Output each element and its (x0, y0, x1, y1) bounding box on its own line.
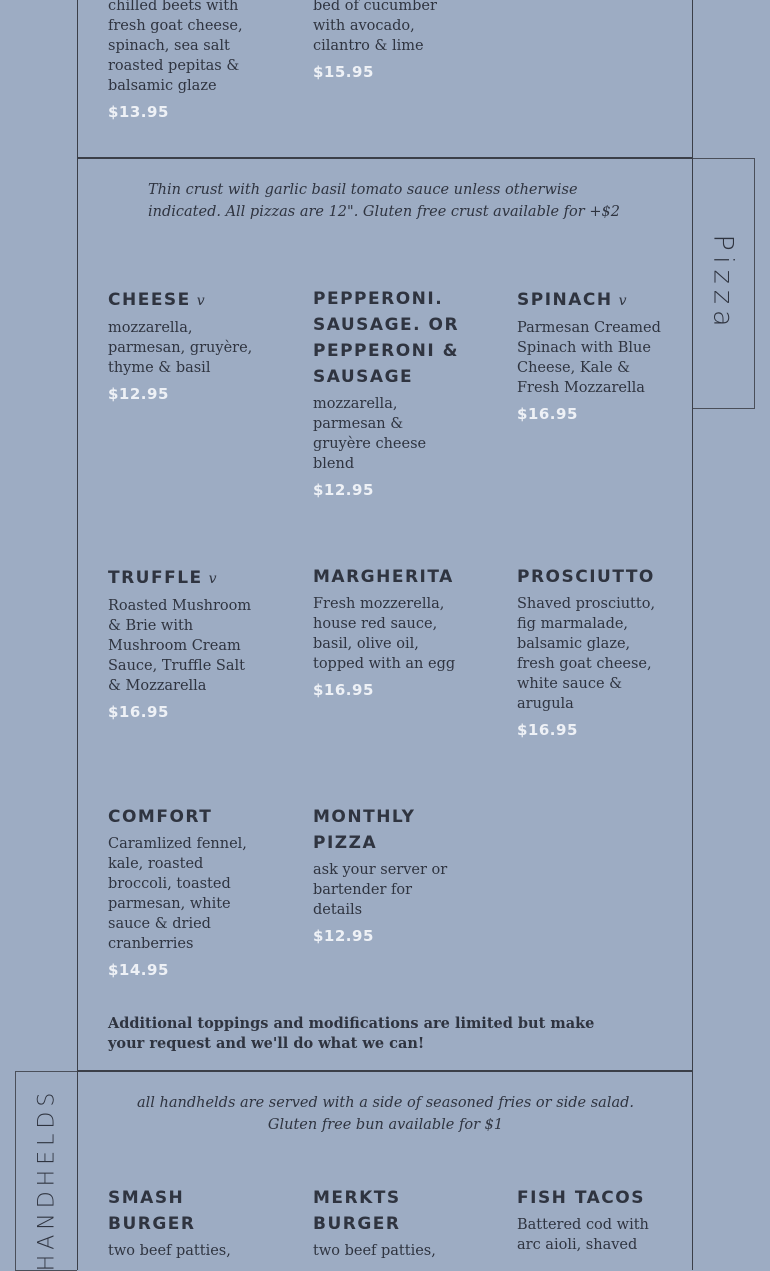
item-price: $16.95 (517, 721, 578, 739)
menu-item-pepperoni-sausage (313, 286, 463, 499)
item-description: ask your server or bartender for details (313, 862, 448, 918)
item-price: $13.95 (108, 103, 169, 121)
item-description: Parmesan Creamed Spinach with Blue Cheese, Kale & Fresh Mozzarella (517, 320, 661, 396)
menu-item-salad-beets (108, 0, 258, 121)
vegetarian-mark: v (196, 293, 205, 309)
menu-item-smash-burger (108, 1185, 258, 1261)
item-price: $12.95 (313, 927, 374, 945)
item-price: $16.95 (517, 405, 578, 423)
item-description: two beef patties, (108, 1243, 231, 1259)
vegetarian-mark: v (618, 293, 627, 309)
pizza-footnote: Additional toppings and modifications are limited but make your request and we'll do what we can! (108, 1015, 595, 1052)
item-name: PEPPERONI. SAUSAGE. OR PEPPERONI & SAUSAGE (313, 289, 460, 387)
menu-item-salad-cucumber (313, 0, 463, 81)
menu-item-comfort (108, 804, 258, 979)
item-name: MONTHLY PIZZA (313, 807, 416, 853)
item-description: bed of cucumber with avocado, cilantro & lime (313, 0, 437, 54)
item-price: $14.95 (108, 961, 169, 979)
pizza-note: Thin crust with garlic basil tomato sauce unless otherwise indicated. All pizzas are 12". Gluten free crust available for +$2 (148, 182, 620, 220)
menu-item-cheese (108, 287, 258, 403)
handhelds-section-tab (15, 1071, 77, 1271)
menu-item-monthly-pizza (313, 804, 453, 945)
menu-item-margherita (313, 564, 463, 699)
handhelds-note-line-1: all handhelds are served with a side of seasoned fries or side salad. (136, 1095, 635, 1111)
item-price: $16.95 (108, 703, 169, 721)
item-description: Caramlized fennel, kale, roasted broccoli, toasted parmesan, white sauce & dried cranberries (108, 836, 247, 952)
handhelds-note (108, 1092, 663, 1136)
item-name: SPINACH v (517, 290, 627, 310)
item-name: CHEESE v (108, 290, 205, 310)
item-description: Battered cod with arc aioli, shaved (517, 1217, 649, 1253)
item-price: $15.95 (313, 63, 374, 81)
item-price: $16.95 (313, 681, 374, 699)
pizza-section-tab (693, 158, 755, 409)
section-title: Pizza (708, 234, 739, 333)
menu-item-spinach (517, 287, 667, 423)
handhelds-note-line-2: Gluten free bun available for $1 (267, 1117, 504, 1133)
menu-item-truffle (108, 565, 258, 721)
item-name: PROSCIUTTO (517, 567, 655, 587)
item-description: Roasted Mushroom & Brie with Mushroom Cream Sauce, Truffle Salt & Mozzarella (108, 598, 252, 694)
menu-item-fish-tacos (517, 1185, 667, 1255)
menu-item-prosciutto (517, 564, 667, 739)
item-name: FISH TACOS (517, 1188, 645, 1208)
item-description: Shaved prosciutto, fig marmalade, balsamic glaze, fresh goat cheese, white sauce & arugula (517, 596, 656, 712)
section-title: HANDHELDS (34, 1087, 60, 1271)
item-name: TRUFFLE v (108, 568, 217, 588)
item-description: two beef patties, (313, 1243, 436, 1259)
item-description: chilled beets with fresh goat cheese, spinach, sea salt roasted pepitas & balsamic glaze (108, 0, 243, 94)
item-description: mozzarella, parmesan & gruyère cheese blend (313, 396, 427, 472)
menu-item-merkts-burger (313, 1185, 463, 1261)
item-description: mozzarella, parmesan, gruyère, thyme & basil (108, 320, 253, 376)
vegetarian-mark: v (208, 571, 217, 587)
item-price: $12.95 (108, 385, 169, 403)
item-name: COMFORT (108, 807, 213, 827)
item-description: Fresh mozzerella, house red sauce, basil, olive oil, topped with an egg (313, 596, 456, 672)
item-name: MERKTS BURGER (313, 1188, 401, 1234)
item-name: SMASH BURGER (108, 1188, 196, 1234)
item-name: MARGHERITA (313, 567, 454, 587)
item-price: $12.95 (313, 481, 374, 499)
